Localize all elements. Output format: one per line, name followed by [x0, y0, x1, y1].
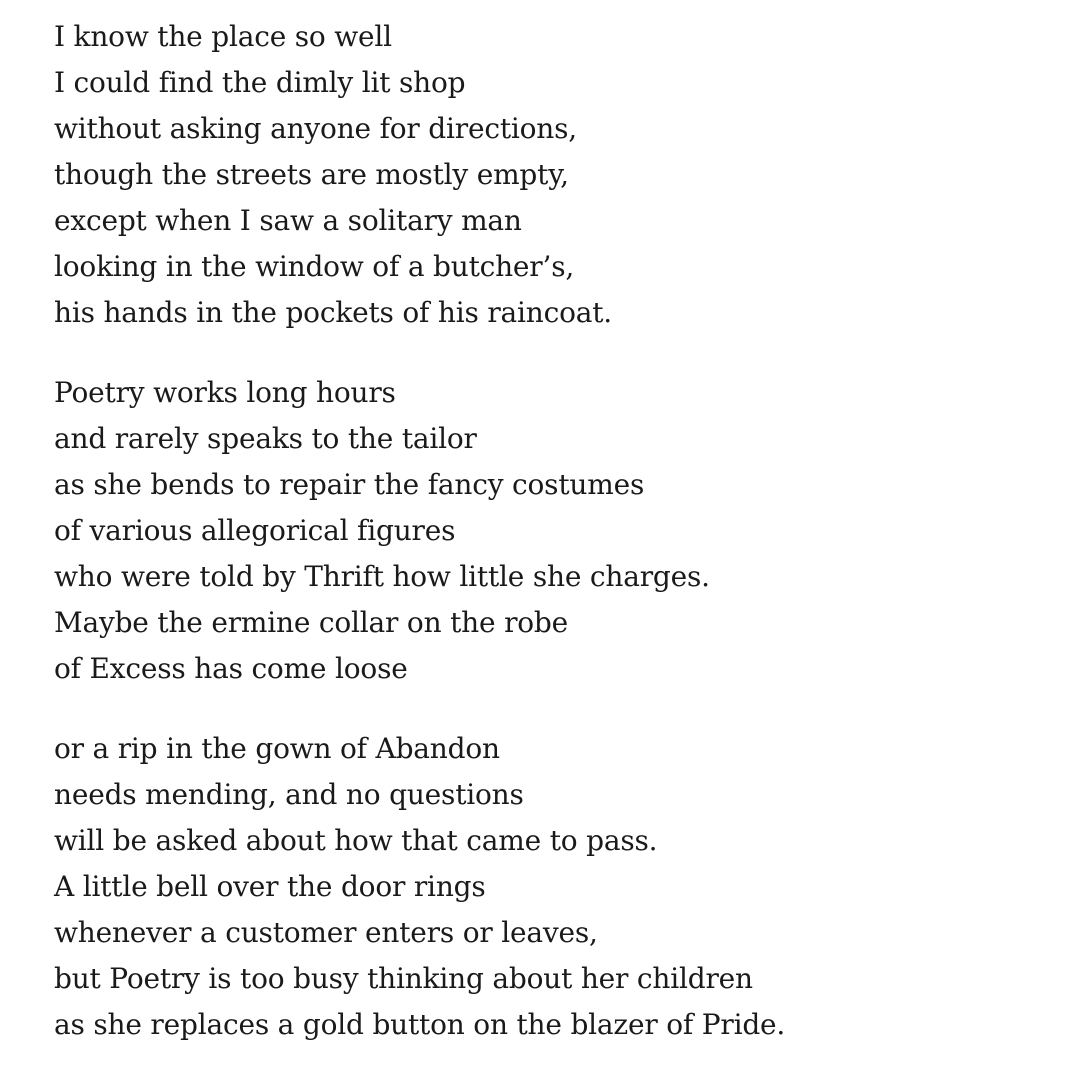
- stanza-3: [54, 726, 1080, 1048]
- poem-line: who were told by Thrift how little she charges.: [54, 560, 710, 593]
- poem-line: but Poetry is too busy thinking about her children: [54, 962, 753, 995]
- poem-line: I could find the dimly lit shop: [54, 66, 466, 99]
- stanza-1: [54, 14, 1080, 336]
- poem-line: of Excess has come loose: [54, 652, 408, 685]
- poem-line: I know the place so well: [54, 20, 392, 53]
- poem-line: A little bell over the door rings: [54, 870, 486, 903]
- poem-line: looking in the window of a butcher’s,: [54, 250, 575, 283]
- poem-line: as she bends to repair the fancy costumes: [54, 468, 645, 501]
- poem-line: his hands in the pockets of his raincoat.: [54, 296, 613, 329]
- poem-line: as she replaces a gold button on the blazer of Pride.: [54, 1008, 786, 1041]
- poem-line: Maybe the ermine collar on the robe: [54, 606, 569, 639]
- poem-line: except when I saw a solitary man: [54, 204, 522, 237]
- poem-line: needs mending, and no questions: [54, 778, 524, 811]
- poem-line: or a rip in the gown of Abandon: [54, 732, 500, 765]
- poem-line: without asking anyone for directions,: [54, 112, 577, 145]
- poem-line: though the streets are mostly empty,: [54, 158, 569, 191]
- poem-line: and rarely speaks to the tailor: [54, 422, 477, 455]
- poem-line: of various allegorical figures: [54, 514, 456, 547]
- poem-line: Poetry works long hours: [54, 376, 396, 409]
- stanza-2: [54, 370, 1080, 692]
- poem-line: whenever a customer enters or leaves,: [54, 916, 598, 949]
- poem-line: will be asked about how that came to pass.: [54, 824, 658, 857]
